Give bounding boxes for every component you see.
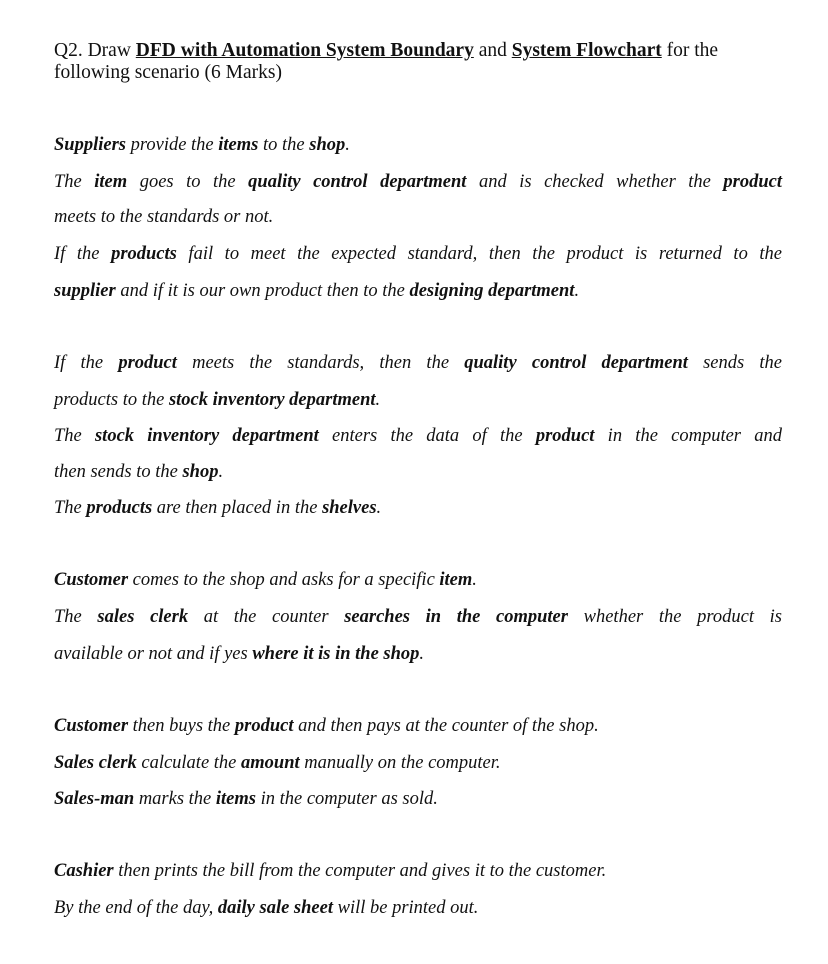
- keyword: Sales-man: [54, 789, 135, 809]
- keyword: Customer: [54, 570, 129, 590]
- keyword: Suppliers: [54, 135, 126, 155]
- text-run: The: [54, 172, 95, 192]
- scenario-line: [54, 861, 782, 882]
- text-run: marks the: [134, 789, 216, 809]
- text-run: at the counter: [188, 607, 345, 627]
- text-run: The: [54, 426, 95, 446]
- text-run: calculate the: [136, 753, 242, 773]
- text-run: .: [375, 390, 381, 410]
- question-heading: [54, 40, 784, 84]
- keyword: stock inventory department: [94, 426, 319, 446]
- scenario-line: [54, 570, 782, 591]
- question-and: and: [473, 40, 512, 61]
- keyword: quality control department: [464, 353, 688, 373]
- question-prefix: Q2. Draw: [54, 40, 136, 61]
- keyword: quality control department: [248, 172, 467, 192]
- text-run: and then pays at the counter of the shop.: [293, 716, 599, 736]
- text-run: manually on the computer.: [299, 753, 501, 773]
- text-run: will be printed out.: [332, 898, 479, 918]
- keyword: products: [86, 498, 153, 518]
- text-run: and is checked whether the: [466, 172, 724, 192]
- keyword: searches in the computer: [344, 607, 568, 627]
- scenario-line: [54, 390, 782, 411]
- text-run: .: [345, 135, 350, 155]
- text-run: to the: [258, 135, 310, 155]
- keyword: Customer: [54, 716, 129, 736]
- text-run: The: [54, 498, 87, 518]
- keyword: Cashier: [54, 861, 114, 881]
- text-run: If the: [54, 244, 112, 264]
- text-run: then prints the bill from the computer and gives it to the customer.: [113, 861, 607, 881]
- text-run: available or not and if yes: [54, 644, 253, 664]
- scenario-line: [54, 498, 782, 519]
- keyword: item: [439, 570, 473, 590]
- text-run: provide the: [125, 135, 219, 155]
- text-run: comes to the shop and asks for a specific: [128, 570, 440, 590]
- text-run: in the computer as sold.: [255, 789, 438, 809]
- text-run: sends the: [687, 353, 782, 373]
- scenario-line: [54, 353, 782, 374]
- keyword: product: [723, 172, 783, 192]
- keyword: items: [218, 135, 259, 155]
- text-run: whether the product is: [567, 607, 782, 627]
- keyword: products: [111, 244, 177, 264]
- scenario-line: [54, 281, 782, 302]
- keyword: supplier: [54, 281, 116, 301]
- text-run: products to the: [54, 390, 169, 410]
- text-run: then buys the: [128, 716, 235, 736]
- keyword: items: [215, 789, 256, 809]
- scenario-line: [54, 462, 782, 483]
- scenario-line: [54, 607, 782, 628]
- text-run: If the: [54, 353, 119, 373]
- keyword: sales clerk: [97, 607, 189, 627]
- keyword: designing department: [409, 281, 575, 301]
- keyword: stock inventory department: [168, 390, 376, 410]
- keyword: product: [535, 426, 595, 446]
- text-run: meets to the standards or not.: [54, 207, 274, 227]
- text-run: .: [419, 644, 425, 664]
- keyword: product: [234, 716, 294, 736]
- text-run: .: [376, 498, 382, 518]
- question-suffix: for the following scenario (6 Marks): [54, 40, 719, 83]
- scenario-line: [54, 244, 782, 265]
- text-run: By the end of the day,: [54, 898, 218, 918]
- keyword: shelves: [322, 498, 377, 518]
- keyword: product: [118, 353, 177, 373]
- text-run: .: [218, 462, 224, 482]
- keyword: Sales clerk: [54, 753, 137, 773]
- text-run: .: [472, 570, 477, 590]
- text-run: then sends to the: [54, 462, 183, 482]
- keyword: where it is in the shop: [252, 644, 420, 664]
- scenario-line: [54, 898, 782, 919]
- scenario-line: [54, 207, 782, 228]
- text-run: in the computer and: [594, 426, 782, 446]
- text-run: goes to the: [127, 172, 249, 192]
- flowchart-label: System Flowchart: [511, 40, 662, 61]
- text-run: and if it is our own product then to the: [115, 281, 410, 301]
- scenario-line: [54, 716, 782, 737]
- keyword: item: [94, 172, 128, 192]
- text-run: .: [574, 281, 580, 301]
- scenario-line: [54, 426, 782, 447]
- scenario-line: [54, 753, 782, 774]
- text-run: are then placed in the: [152, 498, 323, 518]
- scenario-line: [54, 172, 782, 193]
- scenario-line: [54, 644, 782, 665]
- scenario-line: [54, 789, 782, 810]
- dfd-label: DFD with Automation System Boundary: [135, 40, 474, 61]
- keyword: amount: [241, 753, 300, 773]
- keyword: shop: [182, 462, 219, 482]
- text-run: fail to meet the expected standard, then the product is returned to the: [176, 244, 782, 264]
- scenario-line: [54, 135, 782, 156]
- keyword: shop: [309, 135, 346, 155]
- keyword: daily sale sheet: [217, 898, 333, 918]
- text-run: The: [54, 607, 98, 627]
- text-run: meets the standards, then the: [176, 353, 465, 373]
- text-run: enters the data of the: [318, 426, 536, 446]
